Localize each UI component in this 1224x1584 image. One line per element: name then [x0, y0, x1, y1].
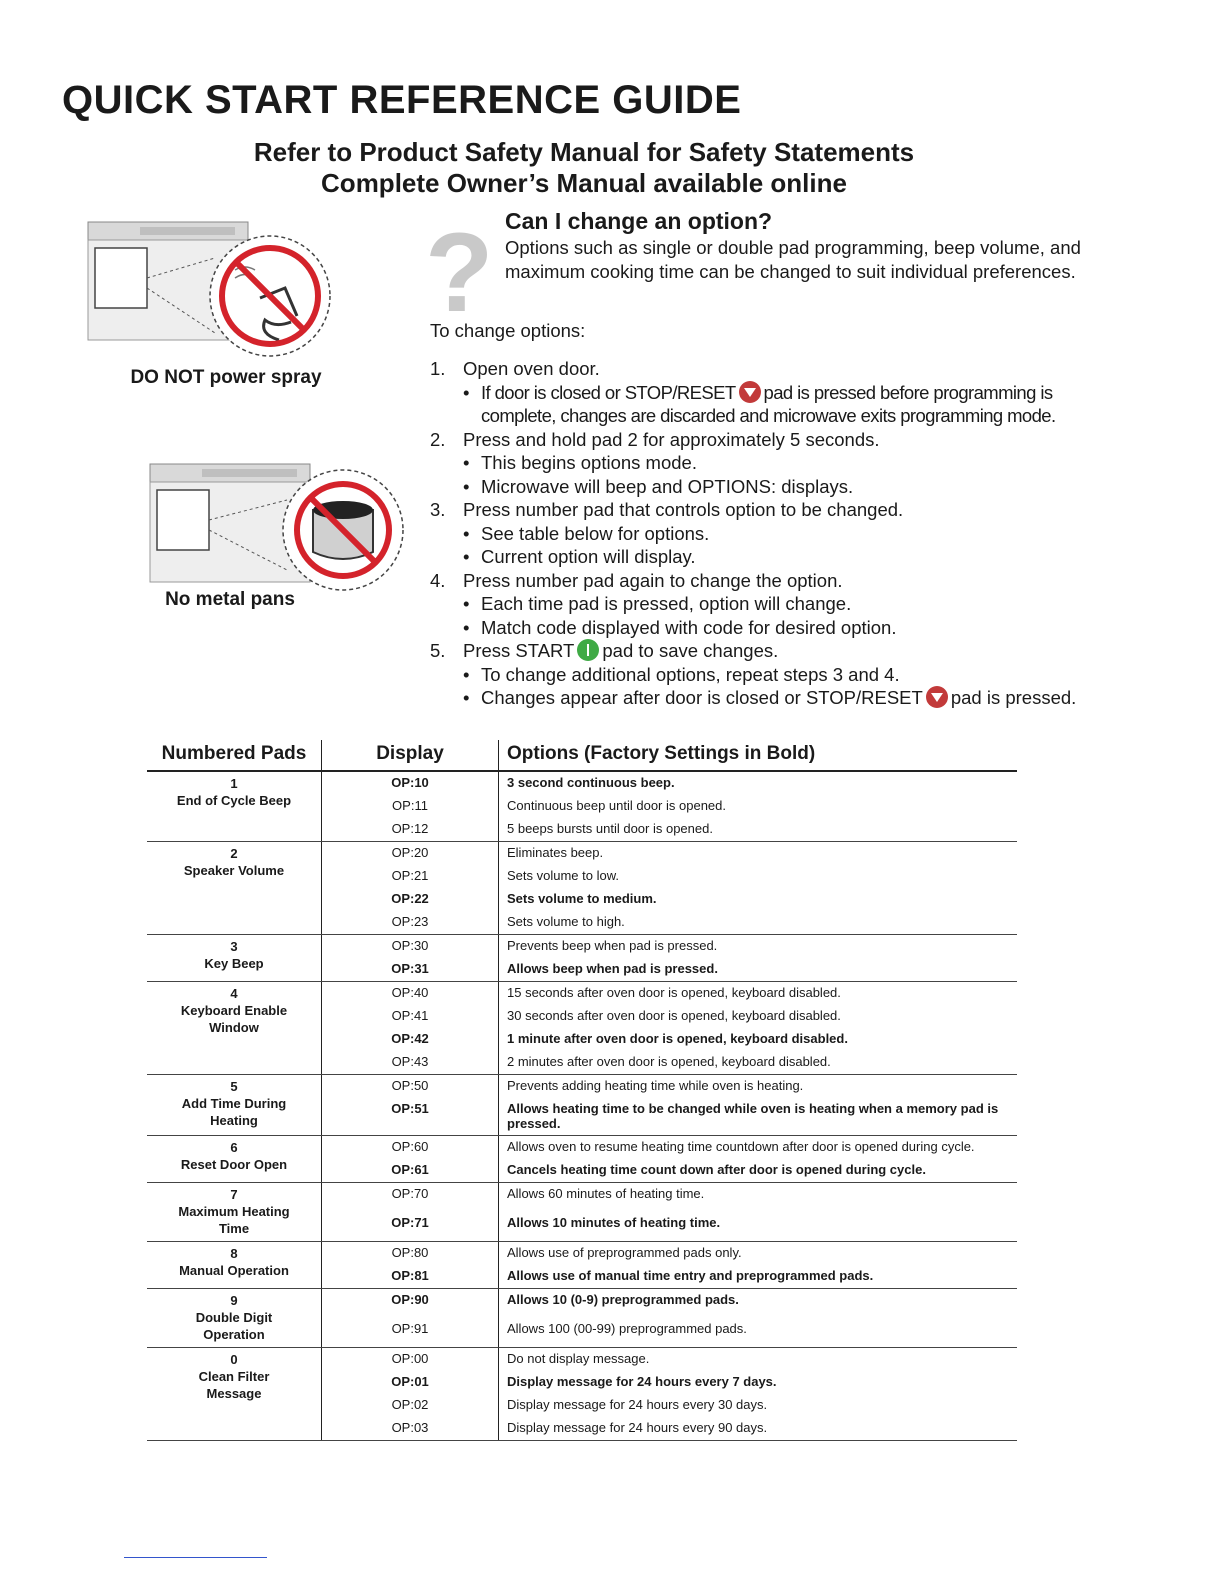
display-code: OP:42: [322, 1028, 499, 1051]
pad-cell: [147, 842, 322, 935]
step-5: 5. Press START pad to save changes. • To change additional options, repeat steps 3 and 4. • Changes appear after door is closed or STOP/RESET pad is pressed.: [430, 639, 1110, 710]
option-text: 15 seconds after oven door is opened, keyboard disabled.: [499, 982, 1018, 1006]
option-text: Allows use of preprogrammed pads only.: [499, 1242, 1018, 1266]
step-2: 2. Press and hold pad 2 for approximately 5 seconds. • This begins options mode. • Microwave will beep and OPTIONS: displays.: [430, 428, 1110, 499]
pad-name: End of Cycle Beep: [176, 793, 292, 808]
display-code: OP:80: [322, 1242, 499, 1266]
option-text: Display message for 24 hours every 30 days.: [499, 1394, 1018, 1417]
pad-name: Manual Operation: [179, 1263, 289, 1278]
change-options-intro: To change options:: [430, 320, 586, 341]
table-row: [147, 1289, 1017, 1319]
option-text: 3 second continuous beep.: [499, 771, 1018, 795]
option-text: Continuous beep until door is opened.: [499, 795, 1018, 818]
header-numbered-pads: Numbered Pads: [147, 740, 322, 771]
display-code: OP:23: [322, 911, 499, 935]
display-code: OP:61: [322, 1159, 499, 1183]
pad-cell: [147, 1289, 322, 1348]
table-row: [147, 771, 1017, 795]
page-title: QUICK START REFERENCE GUIDE: [62, 78, 742, 122]
option-text: Allows 10 minutes of heating time.: [499, 1212, 1018, 1242]
pad-number: 1: [230, 776, 238, 791]
option-text: Allows 60 minutes of heating time.: [499, 1183, 1018, 1213]
option-text: Sets volume to high.: [499, 911, 1018, 935]
option-text: Display message for 24 hours every 7 days.: [499, 1371, 1018, 1394]
display-code: OP:81: [322, 1265, 499, 1289]
step-4: 4. Press number pad again to change the option. • Each time pad is pressed, option will change. • Match code displayed with code for desired option.: [430, 569, 1110, 640]
option-text: Do not display message.: [499, 1348, 1018, 1372]
table-row: [147, 982, 1017, 1006]
option-text: Sets volume to low.: [499, 865, 1018, 888]
display-code: OP:00: [322, 1348, 499, 1372]
pad-name: Clean Filter Message: [198, 1369, 270, 1401]
option-text: Allows beep when pad is pressed.: [499, 958, 1018, 982]
option-text: Allows 10 (0-9) preprogrammed pads.: [499, 1289, 1018, 1319]
option-text: 2 minutes after oven door is opened, keyboard disabled.: [499, 1051, 1018, 1075]
display-code: OP:03: [322, 1417, 499, 1441]
pad-name: Reset Door Open: [180, 1157, 288, 1172]
display-code: OP:12: [322, 818, 499, 842]
power-spray-caption: DO NOT power spray: [130, 367, 322, 388]
option-text: Prevents adding heating time while oven is heating.: [499, 1075, 1018, 1099]
display-code: OP:22: [322, 888, 499, 911]
option-text: 1 minute after oven door is opened, keyboard disabled.: [499, 1028, 1018, 1051]
option-text: Allows 100 (00-99) preprogrammed pads.: [499, 1318, 1018, 1348]
display-code: OP:11: [322, 795, 499, 818]
steps-list: [430, 357, 1110, 710]
metal-pans-caption: No metal pans: [165, 589, 295, 610]
display-code: OP:02: [322, 1394, 499, 1417]
option-text: Allows oven to resume heating time countdown after door is opened during cycle.: [499, 1136, 1018, 1160]
pad-number: 8: [230, 1246, 238, 1261]
display-code: OP:91: [322, 1318, 499, 1348]
pad-number: 0: [230, 1352, 238, 1367]
pad-number: 4: [230, 986, 238, 1001]
pad-cell: [147, 1183, 322, 1242]
pad-name: Speaker Volume: [183, 863, 285, 878]
pad-number: 6: [230, 1140, 238, 1155]
display-code: OP:43: [322, 1051, 499, 1075]
pad-name: Double Digit Operation: [195, 1310, 273, 1342]
display-code: OP:71: [322, 1212, 499, 1242]
table-row: [147, 935, 1017, 959]
option-text: Cancels heating time count down after door is opened during cycle.: [499, 1159, 1018, 1183]
option-text: Prevents beep when pad is pressed.: [499, 935, 1018, 959]
display-code: OP:50: [322, 1075, 499, 1099]
pad-cell: [147, 771, 322, 842]
stop-reset-icon: [926, 686, 948, 708]
pad-name: Maximum Heating Time: [178, 1204, 290, 1236]
display-code: OP:21: [322, 865, 499, 888]
pad-cell: [147, 1242, 322, 1289]
no-metal-pans-illustration: [147, 460, 409, 595]
question-mark-icon: ?: [425, 210, 494, 335]
option-text: Sets volume to medium.: [499, 888, 1018, 911]
header-display: Display: [322, 740, 499, 771]
pad-number: 2: [230, 846, 238, 861]
table-row: [147, 842, 1017, 866]
pad-name: Key Beep: [204, 956, 264, 971]
display-code: OP:60: [322, 1136, 499, 1160]
pad-cell: [147, 1136, 322, 1183]
display-code: OP:10: [322, 771, 499, 795]
display-code: OP:20: [322, 842, 499, 866]
option-text: Eliminates beep.: [499, 842, 1018, 866]
table-row: [147, 1242, 1017, 1266]
pad-name: Add Time During Heating: [181, 1096, 287, 1128]
stop-reset-icon: [739, 381, 761, 403]
step-3: 3. Press number pad that controls option to be changed. • See table below for options. • Current option will display.: [430, 498, 1110, 569]
header-options: Options (Factory Settings in Bold): [499, 740, 1018, 771]
display-code: OP:40: [322, 982, 499, 1006]
no-power-spray-illustration: [85, 218, 335, 363]
option-text: Allows use of manual time entry and preprogrammed pads.: [499, 1265, 1018, 1289]
display-code: OP:31: [322, 958, 499, 982]
table-row: [147, 1136, 1017, 1160]
option-text: Display message for 24 hours every 90 days.: [499, 1417, 1018, 1441]
options-table: [147, 740, 1017, 1441]
subtitle-manual: Complete Owner’s Manual available online: [321, 168, 847, 198]
option-text: 5 beeps bursts until door is opened.: [499, 818, 1018, 842]
pad-name: Keyboard Enable Window: [180, 1003, 288, 1035]
pad-number: 3: [230, 939, 238, 954]
start-icon: [577, 639, 599, 661]
pad-number: 9: [230, 1293, 238, 1308]
display-code: OP:90: [322, 1289, 499, 1319]
display-code: OP:41: [322, 1005, 499, 1028]
question-text: Options such as single or double pad programming, beep volume, and maximum cooking time can be changed to suit individual preferences.: [505, 237, 1081, 282]
display-code: OP:51: [322, 1098, 499, 1136]
pad-cell: [147, 982, 322, 1075]
table-row: [147, 1075, 1017, 1099]
table-row: [147, 1183, 1017, 1213]
pad-number: 5: [230, 1079, 238, 1094]
subtitle-safety: Refer to Product Safety Manual for Safety Statements: [253, 137, 915, 167]
pad-cell: [147, 1348, 322, 1441]
question-heading: Can I change an option?: [505, 208, 773, 234]
option-text: 30 seconds after oven door is opened, keyboard disabled.: [499, 1005, 1018, 1028]
pad-number: 7: [230, 1187, 238, 1202]
pad-cell: [147, 935, 322, 982]
display-code: OP:30: [322, 935, 499, 959]
footer-link-line: [124, 1557, 267, 1558]
table-row: [147, 1348, 1017, 1372]
pad-cell: [147, 1075, 322, 1136]
option-text: Allows heating time to be changed while oven is heating when a memory pad is pressed.: [499, 1098, 1018, 1136]
display-code: OP:01: [322, 1371, 499, 1394]
display-code: OP:70: [322, 1183, 499, 1213]
step-1: 1. Open oven door. • If door is closed or STOP/RESET pad is pressed before programming is complete, changes are discarded and microwave exits programming mode.: [430, 357, 1110, 428]
